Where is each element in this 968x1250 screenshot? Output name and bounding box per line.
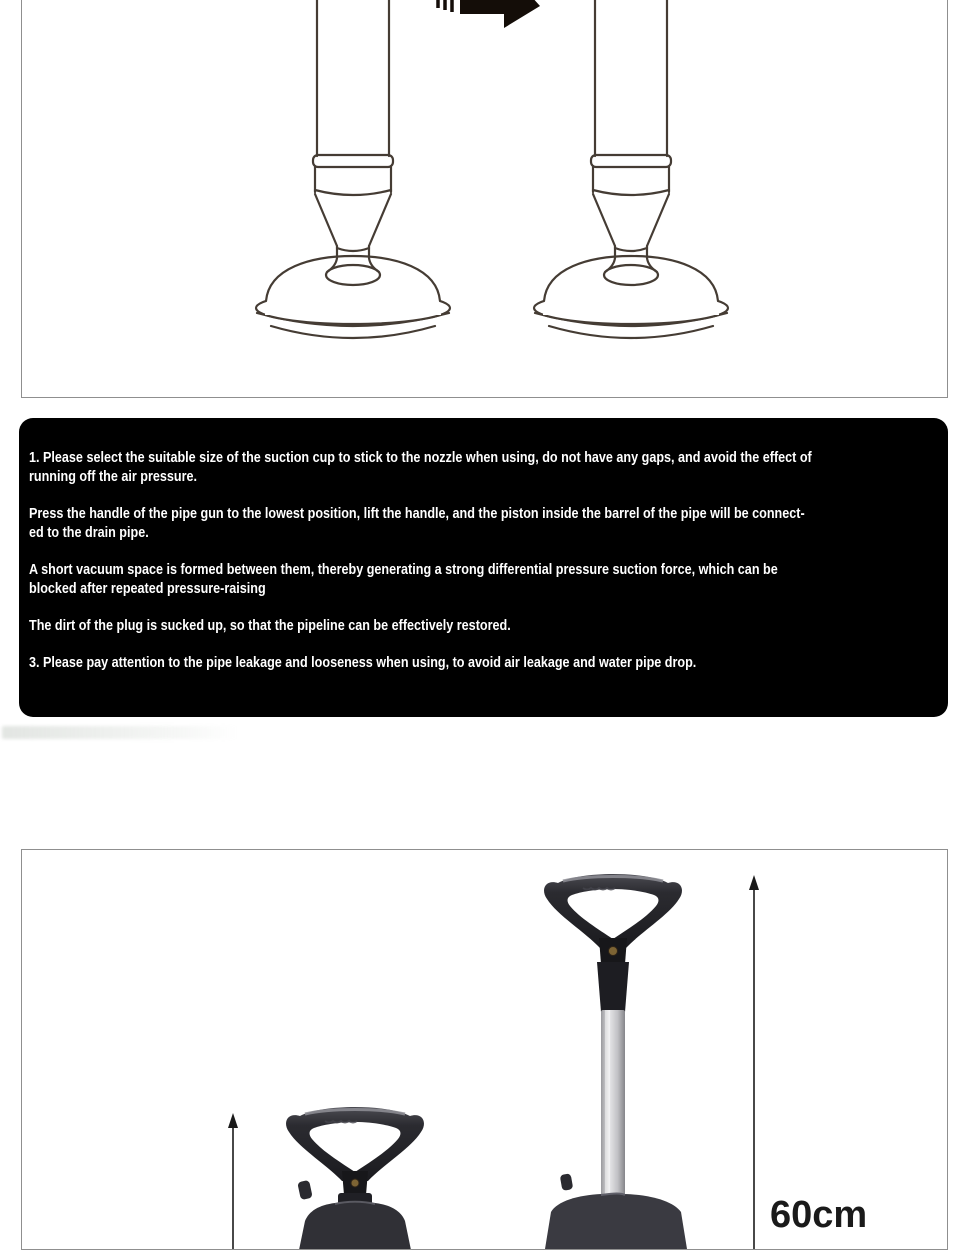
instruction-line: 3. Please pay attention to the pipe leakage and looseness when using, to avoid air leakage and water pipe drop.: [29, 654, 697, 671]
screw-icon: [609, 947, 618, 956]
watermark-smudge: [2, 726, 237, 739]
short-plunger-photo: [286, 1107, 424, 1249]
side-clip: [297, 1180, 312, 1200]
plunger-lineart-right: [534, 0, 728, 338]
instruction-paragraph: [29, 448, 938, 486]
plunger-lineart-left: [256, 0, 450, 338]
instruction-paragraph: [29, 504, 938, 542]
d-handle: [286, 1107, 424, 1181]
instruction-paragraph: [29, 653, 938, 672]
instruction-line: blocked after repeated pressure-raising: [29, 580, 266, 597]
instruction-line: Press the handle of the pipe gun to the lowest position, lift the handle, and the piston inside the barrel of the pipe will be connect-: [29, 505, 805, 522]
measure-arrow-right-icon: [749, 875, 759, 1249]
size-comparison-panel: [21, 849, 948, 1250]
usage-diagram: [22, 0, 947, 397]
instruction-line: 1. Please select the suitable size of the suction cup to stick to the nozzle when using, do not have any gaps, and avoid the effect of: [29, 449, 812, 466]
instruction-line: ed to the drain pipe.: [29, 524, 149, 541]
instruction-line: A short vacuum space is formed between them, thereby generating a strong differential pressure suction force, which can be: [29, 561, 778, 578]
pump-barrel: [299, 1203, 411, 1249]
d-handle: [544, 874, 682, 948]
usage-diagram-panel: [21, 0, 948, 398]
instruction-line: running off the air pressure.: [29, 468, 198, 485]
side-clip: [560, 1173, 574, 1191]
instructions-box: [19, 418, 948, 717]
dimension-label: 60cm: [770, 1194, 868, 1236]
instruction-paragraph: [29, 560, 938, 598]
neck-collar: [597, 962, 629, 1012]
size-comparison: [22, 850, 947, 1249]
measure-arrow-left-icon: [228, 1113, 238, 1249]
instruction-line: The dirt of the plug is sucked up, so that the pipeline can be effectively restored.: [29, 617, 511, 634]
screw-icon: [351, 1179, 359, 1187]
pump-barrel: [545, 1194, 687, 1249]
pole-highlight: [605, 1010, 610, 1198]
instruction-paragraph: [29, 616, 938, 635]
extension-pole: [601, 1010, 625, 1198]
arrow-right-icon: [438, 0, 540, 28]
tall-plunger-photo: [544, 874, 687, 1249]
